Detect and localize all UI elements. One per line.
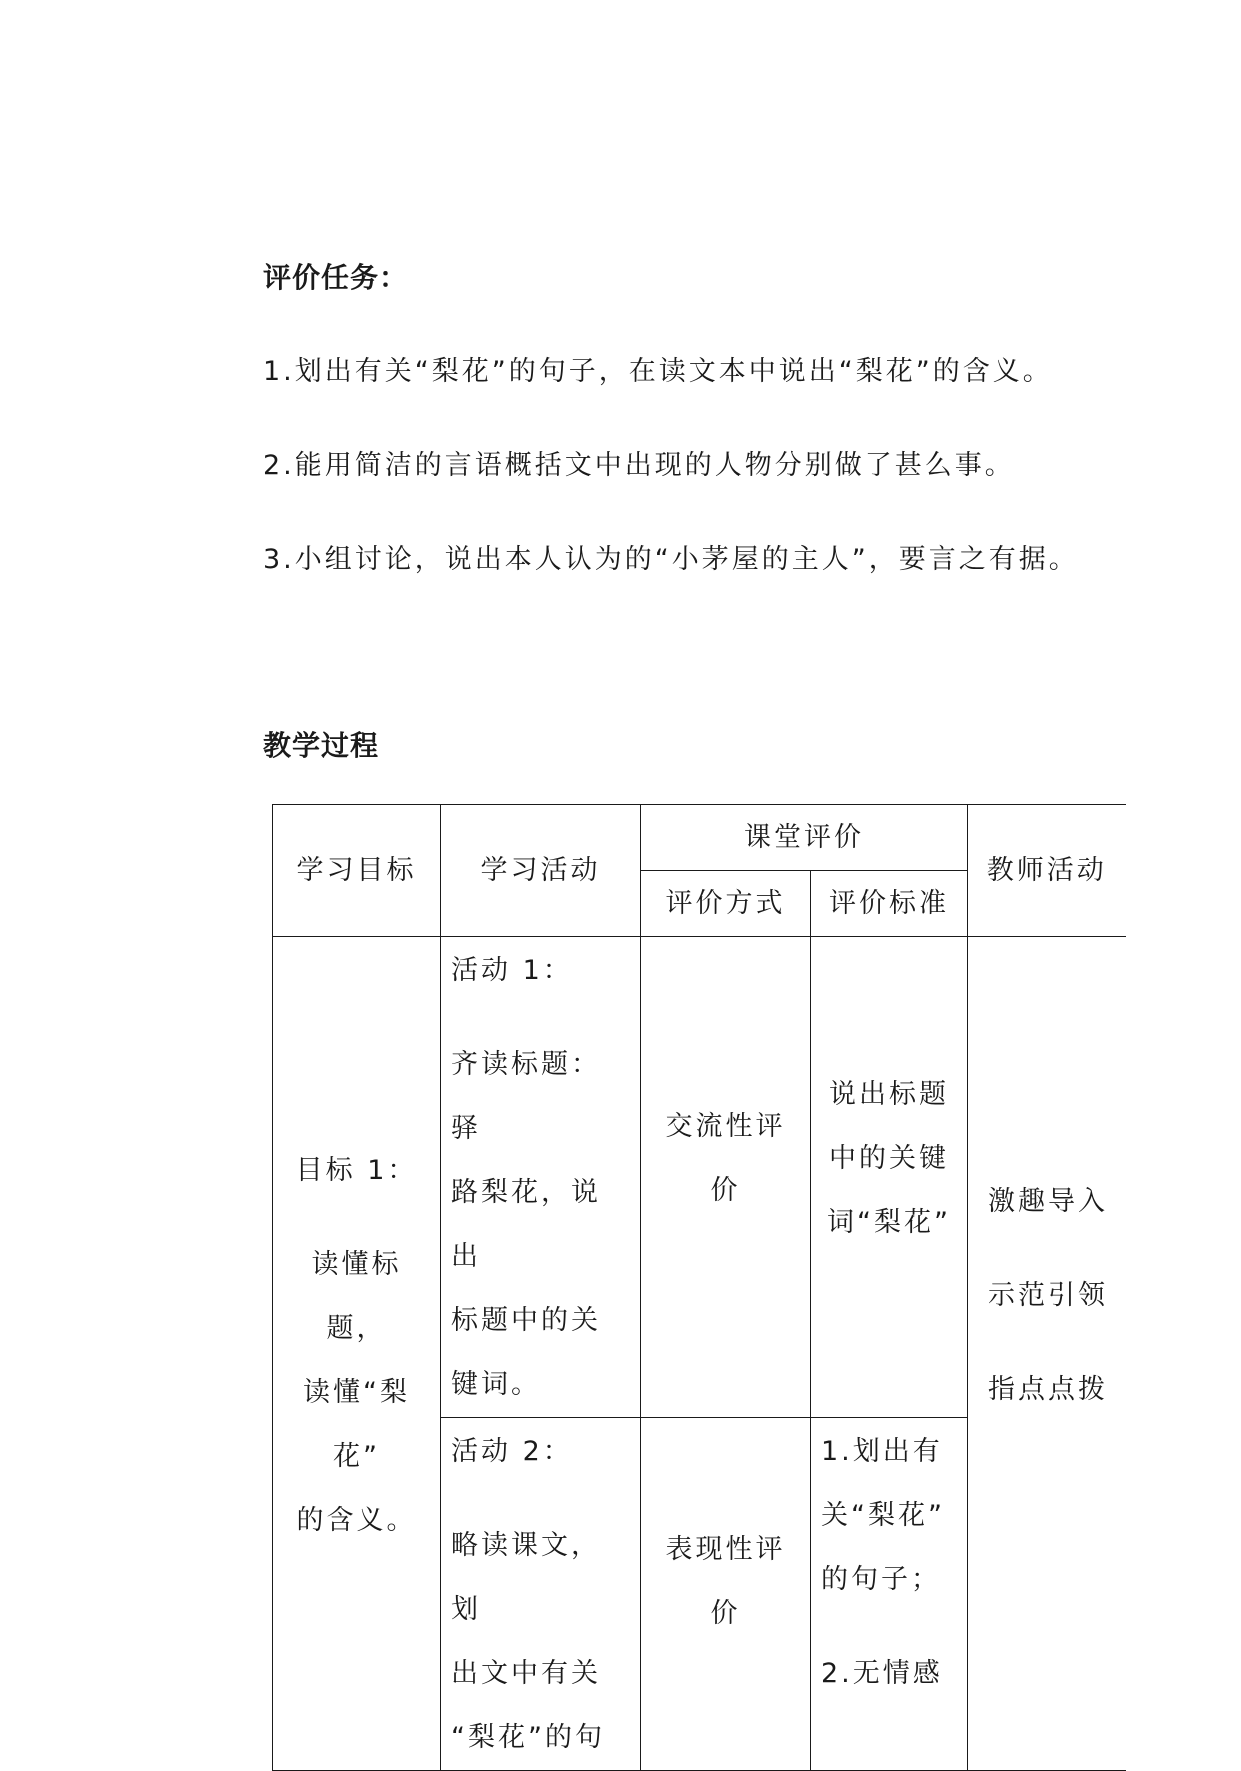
- evaluation-tasks-heading: 评价任务：: [263, 261, 409, 294]
- standard-1-line: 中的关键: [829, 1143, 949, 1174]
- method-1-line: 价: [710, 1175, 741, 1206]
- goal-desc-line: 的含义。: [296, 1504, 417, 1536]
- activity-2-line: 出文中有关: [451, 1658, 601, 1689]
- activity-2-title: 活动 2：: [451, 1436, 573, 1467]
- standard-2-line: 2.无情感: [821, 1658, 943, 1689]
- activity-1-line: 键词。: [451, 1369, 541, 1400]
- evaluation-task-2: 2.能用简洁的言语概括文中出现的人物分别做了甚么事。: [263, 450, 1015, 481]
- teacher-activity-line: 激趣导入: [988, 1185, 1108, 1217]
- activity-1-cell: [441, 937, 641, 1418]
- activity-1-line: 路梨花，说出: [451, 1177, 601, 1272]
- table-row-activity-1: [273, 937, 1126, 1418]
- method-1-cell: [641, 937, 811, 1418]
- standard-1-cell: [811, 937, 968, 1418]
- table-header-row: [273, 805, 1126, 871]
- goal-cell: [273, 937, 441, 1771]
- activity-1-line: 标题中的关: [451, 1305, 601, 1336]
- header-evaluation-standard: 评价标准: [811, 871, 968, 937]
- evaluation-task-3: 3.小组讨论，说出本人认为的“小茅屋的主人”，要言之有据。: [263, 544, 1079, 575]
- method-1-line: 交流性评: [665, 1111, 786, 1142]
- header-teacher-activity: 教师活动: [968, 805, 1126, 937]
- teacher-activity-line: 指点点拨: [988, 1373, 1108, 1405]
- evaluation-task-1: 1.划出有关“梨花”的句子，在读文本中说出“梨花”的含义。: [263, 356, 1053, 387]
- standard-2-cell: [811, 1418, 968, 1771]
- goal-desc-line: 读懂“梨花”: [303, 1376, 410, 1472]
- teaching-process-table: [272, 804, 1126, 1771]
- activity-1-title: 活动 1：: [451, 955, 573, 986]
- goal-desc-line: 读懂标题，: [311, 1248, 402, 1344]
- teaching-process-heading: 教学过程: [263, 729, 380, 762]
- method-2-cell: [641, 1418, 811, 1771]
- standard-2-line: 关“梨花”: [821, 1500, 945, 1531]
- header-learning-activity: 学习活动: [441, 805, 641, 937]
- teacher-activity-line: 示范引领: [988, 1279, 1108, 1311]
- activity-2-cell: [441, 1418, 641, 1771]
- activity-2-line: 略读课文，划: [451, 1530, 601, 1625]
- standard-1-line: 词“梨花”: [827, 1207, 951, 1238]
- standard-1-line: 说出标题: [829, 1079, 949, 1110]
- teacher-activity-cell: [968, 937, 1126, 1771]
- standard-2-line: 1.划出有: [821, 1436, 943, 1467]
- header-learning-goal: 学习目标: [273, 805, 441, 937]
- header-classroom-evaluation: 课堂评价: [641, 805, 968, 871]
- activity-1-line: 齐读标题：驿: [451, 1049, 601, 1144]
- goal-title: 目标 1：: [295, 1154, 418, 1186]
- standard-2-line: 的句子；: [821, 1564, 941, 1595]
- header-evaluation-method: 评价方式: [641, 871, 811, 937]
- activity-2-line: “梨花”的句: [451, 1722, 605, 1753]
- method-2-line: 价: [710, 1598, 741, 1629]
- method-2-line: 表现性评: [665, 1534, 786, 1565]
